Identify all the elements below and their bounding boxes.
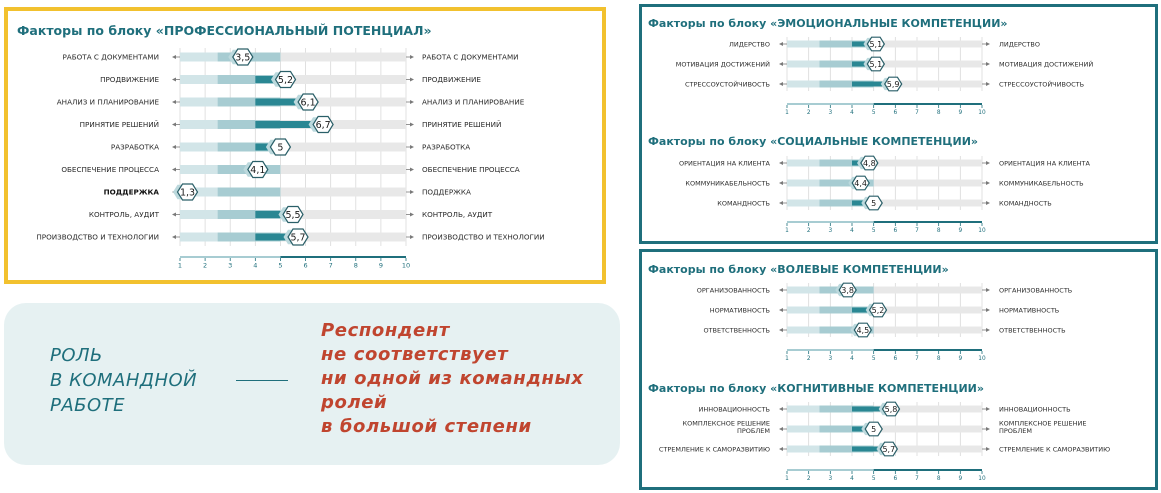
right-arrow-icon [986, 82, 990, 86]
factor-right-label: СТРЕМЛЕНИЕ К САМОРАЗВИТИЮ [999, 445, 1111, 454]
professional-potential-chart [8, 11, 602, 280]
bar-norm-core [218, 188, 281, 197]
team-role-description-line: Респондент [321, 320, 450, 341]
axis-tick-label: 2 [806, 355, 811, 362]
axis-tick-label: 4 [850, 355, 854, 362]
axis-bar-light [787, 469, 874, 471]
axis-tick-label: 9 [958, 109, 963, 116]
factor-label: ПРОДВИЖЕНИЕ [100, 75, 159, 85]
right-arrow-icon [986, 447, 990, 451]
left-arrow-icon [779, 427, 783, 431]
axis-tick-label: 8 [936, 109, 941, 116]
right-arrow-icon [410, 100, 414, 104]
factor-row [698, 402, 1070, 416]
right-arrow-icon [410, 55, 414, 59]
axis-tick-label: 7 [328, 261, 333, 270]
factor-row [717, 196, 1051, 210]
axis-tick-label: 1 [785, 355, 789, 362]
chart-title: Факторы по блоку «СОЦИАЛЬНЫЕ КОМПЕТЕНЦИИ» [648, 135, 979, 148]
factor-label: МОТИВАЦИЯ ДОСТИЖЕНИЙ [675, 60, 770, 69]
axis-bar-dark [280, 256, 406, 258]
left-arrow-icon [779, 407, 783, 411]
axis-tick-label: 4 [253, 261, 258, 270]
factor-label: РАБОТА С ДОКУМЕНТАМИ [62, 52, 159, 62]
axis-tick-label: 3 [828, 227, 833, 234]
factor-row [62, 49, 518, 65]
chart-block-4 [648, 382, 1110, 482]
right-arrow-icon [410, 78, 414, 82]
axis-tick-label: 1 [177, 261, 183, 270]
factor-right-label: НОРМАТИВНОСТЬ [999, 306, 1060, 315]
axis-tick-label: 9 [958, 355, 963, 362]
left-arrow-icon [779, 181, 783, 185]
left-arrow-icon [779, 201, 783, 205]
value-label: 5 [277, 142, 284, 154]
chart-title: Факторы по блоку «ЭМОЦИОНАЛЬНЫЕ КОМПЕТЕНЦИИ» [648, 17, 1008, 30]
right-arrow-icon [410, 145, 414, 149]
factor-row [659, 442, 1110, 456]
factor-right-label: ПРОДВИЖЕНИЕ [422, 75, 481, 85]
axis-tick-label: 9 [958, 475, 963, 482]
team-role-title [50, 343, 240, 418]
left-arrow-icon [779, 42, 783, 46]
left-arrow-icon [172, 100, 176, 104]
factor-label: ПРОИЗВОДСТВО И ТЕХНОЛОГИИ [36, 232, 159, 242]
right-arrow-icon [986, 42, 990, 46]
factor-right-label: ОБЕСПЕЧЕНИЕ ПРОЦЕССА [422, 165, 520, 175]
value-label: 5,7 [290, 232, 306, 244]
value-label: 1,3 [179, 187, 196, 199]
axis-tick-label: 5 [871, 355, 876, 362]
factor-right-label: КОНТРОЛЬ, АУДИТ [422, 210, 493, 220]
factor-label: РАЗРАБОТКА [110, 142, 159, 152]
axis-tick-label: 4 [850, 109, 854, 116]
axis-bar-light [787, 221, 874, 223]
emotional-social-panel [639, 4, 1158, 244]
axis-tick-label: 7 [915, 227, 919, 234]
team-role-description-line: в большой степени [321, 416, 532, 437]
axis-bar-light [180, 256, 280, 258]
left-arrow-icon [172, 55, 176, 59]
axis-tick-label: 9 [958, 227, 963, 234]
right-arrow-icon [986, 427, 990, 431]
factor-row [685, 77, 1084, 91]
factor-row [710, 303, 1060, 317]
factor-right-label: АНАЛИЗ И ПЛАНИРОВАНИЕ [422, 97, 525, 107]
value-label: 5,7 [882, 444, 896, 454]
right-arrow-icon [986, 181, 990, 185]
axis-tick-label: 10 [978, 227, 986, 234]
axis-tick-label: 6 [893, 109, 898, 116]
left-arrow-icon [779, 62, 783, 66]
right-arrow-icon [986, 308, 990, 312]
factor-row [676, 57, 1094, 71]
axis-tick-label: 1 [785, 109, 789, 116]
professional-potential-panel [4, 7, 606, 284]
axis-tick-label: 7 [915, 109, 919, 116]
factor-label: КОНТРОЛЬ, АУДИТ [88, 210, 159, 220]
left-arrow-icon [779, 447, 783, 451]
value-label: 5,8 [884, 404, 898, 414]
factor-label-line: КОМПЛЕКСНОЕ РЕШЕНИЕ [682, 419, 770, 428]
axis-tick-label: 6 [893, 227, 898, 234]
factor-row [61, 162, 519, 178]
axis-tick-label: 4 [850, 227, 854, 234]
axis-tick-label: 8 [353, 261, 358, 270]
axis-tick-label: 8 [936, 227, 941, 234]
factor-row [679, 156, 1091, 170]
left-arrow-icon [172, 235, 176, 239]
value-label: 4,8 [862, 158, 876, 168]
axis-bar-dark [874, 103, 982, 105]
factor-row [685, 176, 1083, 190]
chart-block-0 [17, 23, 545, 270]
chart-block-1 [648, 17, 1093, 116]
team-role-description-line: не соответствует [321, 344, 509, 365]
axis-tick-label: 5 [871, 227, 876, 234]
factor-right-label: ИННОВАЦИОННОСТЬ [999, 405, 1071, 414]
value-label: 4,1 [250, 164, 266, 176]
axis-bar-light [787, 349, 874, 351]
factor-label: АНАЛИЗ И ПЛАНИРОВАНИЕ [56, 97, 159, 107]
axis-tick-label: 6 [303, 261, 308, 270]
right-arrow-icon [410, 213, 414, 217]
factor-row [57, 94, 525, 110]
left-arrow-icon [779, 161, 783, 165]
factor-right-label: МОТИВАЦИЯ ДОСТИЖЕНИЙ [999, 60, 1094, 69]
factor-row [89, 207, 493, 223]
factor-label: ОРГАНИЗОВАННОСТЬ [696, 286, 770, 295]
factor-right-label: КОММУНИКАБЕЛЬНОСТЬ [999, 179, 1084, 188]
axis-tick-label: 3 [828, 475, 833, 482]
value-label: 4,4 [854, 178, 868, 188]
left-arrow-icon [779, 82, 783, 86]
factor-right-label: ПОДДЕРЖКА [422, 187, 471, 197]
right-arrow-icon [986, 288, 990, 292]
left-arrow-icon [172, 78, 176, 82]
axis-tick-label: 5 [871, 109, 876, 116]
axis-tick-label: 6 [893, 355, 898, 362]
axis-tick-label: 2 [806, 227, 811, 234]
axis-tick-label: 10 [978, 109, 986, 116]
value-label: 6,1 [300, 97, 316, 109]
axis-tick-label: 5 [278, 261, 283, 270]
axis-tick-label: 3 [828, 109, 833, 116]
axis-tick-label: 4 [850, 475, 854, 482]
axis-tick-label: 1 [785, 475, 789, 482]
factor-right-label: ОРИЕНТАЦИЯ НА КЛИЕНТА [999, 159, 1090, 168]
value-label: 5,2 [277, 74, 294, 86]
factor-right-label: ПРИНЯТИЕ РЕШЕНИЙ [422, 120, 502, 130]
value-label: 4,5 [856, 325, 870, 335]
factor-right-label-line: КОМПЛЕКСНОЕ РЕШЕНИЕ [999, 419, 1087, 428]
emotional-social-chart [642, 7, 1155, 241]
factor-label: ПРИНЯТИЕ РЕШЕНИЙ [79, 120, 159, 130]
team-role-title-line: РАБОТЕ [50, 395, 126, 416]
factor-label: НОРМАТИВНОСТЬ [709, 306, 770, 315]
left-arrow-icon [779, 308, 783, 312]
factor-right-label: КОМАНДНОСТЬ [999, 199, 1052, 208]
value-label: 3,5 [235, 52, 251, 64]
axis-tick-label: 2 [806, 475, 811, 482]
left-arrow-icon [172, 213, 176, 217]
factor-label: СТРЕССОУСТОЙЧИВОСТЬ [684, 80, 770, 89]
right-arrow-icon [410, 123, 414, 127]
axis-tick-label: 7 [915, 475, 919, 482]
axis-tick-label: 10 [978, 355, 986, 362]
left-arrow-icon [172, 168, 176, 172]
factor-label: ОРИЕНТАЦИЯ НА КЛИЕНТА [679, 159, 770, 168]
axis-bar-dark [874, 349, 982, 351]
factor-label: СТРЕМЛЕНИЕ К САМОРАЗВИТИЮ [658, 445, 770, 454]
factor-label: ОБЕСПЕЧЕНИЕ ПРОЦЕССА [61, 165, 159, 175]
axis-tick-label: 6 [893, 475, 898, 482]
value-label: 5,1 [869, 59, 883, 69]
factor-row [703, 323, 1065, 337]
axis-tick-label: 5 [871, 475, 876, 482]
factor-label: ПОДДЕРЖКА [103, 187, 159, 197]
value-label: 5 [871, 424, 877, 434]
axis-tick-label: 8 [936, 475, 941, 482]
factor-row [729, 37, 1040, 51]
axis-bar-dark [874, 469, 982, 471]
axis-tick-label: 10 [978, 475, 986, 482]
right-arrow-icon [410, 235, 414, 239]
factor-right-label: ЛИДЕРСТВО [999, 40, 1040, 49]
axis-tick-label: 7 [915, 355, 919, 362]
value-label: 5,2 [871, 305, 885, 315]
factor-right-label-line: ПРОБЛЕМ [999, 427, 1032, 436]
axis-tick-label: 3 [828, 355, 833, 362]
axis-tick-label: 2 [203, 261, 208, 270]
chart-title: Факторы по блоку «ПРОФЕССИОНАЛЬНЫЙ ПОТЕНЦИАЛ» [17, 23, 432, 38]
volitional-cognitive-panel [639, 249, 1158, 490]
team-role-title-line: В КОМАНДНОЙ [50, 370, 198, 391]
left-arrow-icon [779, 288, 783, 292]
value-label: 6,7 [315, 119, 331, 131]
chart-title: Факторы по блоку «ВОЛЕВЫЕ КОМПЕТЕНЦИИ» [648, 263, 949, 276]
factor-row [100, 72, 481, 88]
team-role-description-line: ни одной из командных [321, 368, 584, 389]
factor-label: КОММУНИКАБЕЛЬНОСТЬ [685, 179, 770, 188]
factor-right-label: РАБОТА С ДОКУМЕНТАМИ [422, 52, 519, 62]
factor-right-label: ОТВЕТСТВЕННОСТЬ [999, 326, 1066, 335]
team-role-title-line: РОЛЬ [50, 345, 103, 366]
factor-row [36, 229, 544, 245]
axis-bar-dark [874, 221, 982, 223]
factor-row [111, 139, 470, 155]
factor-label: КОМАНДНОСТЬ [717, 199, 770, 208]
value-label: 3,8 [841, 285, 855, 295]
axis-bar-light [787, 103, 874, 105]
axis-tick-label: 10 [401, 261, 411, 270]
left-arrow-icon [779, 328, 783, 332]
left-arrow-icon [172, 123, 176, 127]
factor-label: ЛИДЕРСТВО [729, 40, 770, 49]
factor-label-line: ПРОБЛЕМ [737, 427, 770, 436]
value-label: 5,9 [886, 79, 900, 89]
team-role-description-line: ролей [321, 392, 388, 413]
factor-row [683, 420, 1087, 436]
chart-title: Факторы по блоку «КОГНИТИВНЫЕ КОМПЕТЕНЦИИ» [648, 382, 984, 395]
right-arrow-icon [986, 407, 990, 411]
value-label: 5,5 [285, 209, 301, 221]
left-arrow-icon [172, 145, 176, 149]
factor-label: ИННОВАЦИОННОСТЬ [698, 405, 770, 414]
right-arrow-icon [986, 161, 990, 165]
team-role-dash [236, 380, 288, 381]
factor-right-label: СТРЕССОУСТОЙЧИВОСТЬ [999, 80, 1085, 89]
axis-tick-label: 8 [936, 355, 941, 362]
right-arrow-icon [986, 62, 990, 66]
right-arrow-icon [410, 190, 414, 194]
right-arrow-icon [410, 168, 414, 172]
value-label: 5 [871, 198, 877, 208]
right-arrow-icon [986, 328, 990, 332]
axis-tick-label: 2 [806, 109, 811, 116]
value-label: 5,1 [869, 39, 883, 49]
right-arrow-icon [986, 201, 990, 205]
axis-tick-label: 1 [785, 227, 789, 234]
axis-tick-label: 9 [378, 261, 383, 270]
team-role-box [4, 303, 620, 465]
team-role-description [321, 319, 611, 439]
factor-row [80, 117, 502, 133]
factor-right-label: РАЗРАБОТКА [422, 142, 471, 152]
factor-right-label: ПРОИЗВОДСТВО И ТЕХНОЛОГИИ [422, 232, 545, 242]
factor-label: ОТВЕТСТВЕННОСТЬ [703, 326, 770, 335]
axis-tick-label: 3 [228, 261, 233, 270]
factor-row [104, 184, 471, 200]
chart-block-2 [648, 135, 1091, 234]
factor-right-label: ОРГАНИЗОВАННОСТЬ [999, 286, 1073, 295]
volitional-cognitive-chart [642, 252, 1155, 487]
factor-row [697, 283, 1073, 297]
chart-block-3 [648, 263, 1072, 362]
